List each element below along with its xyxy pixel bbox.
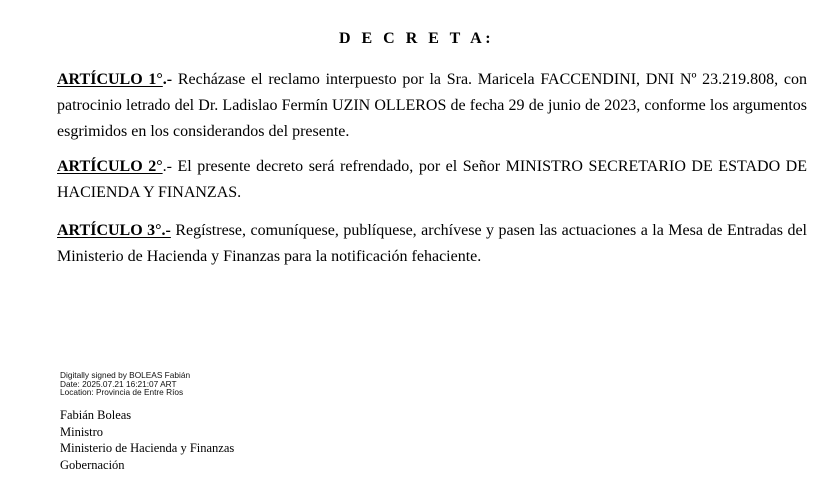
signatory-ministry: Ministerio de Hacienda y Finanzas (60, 441, 235, 456)
digital-signature-date: Date: 2025.07.21 16:21:07 ART (60, 378, 177, 389)
article-1-label-suffix: .- (162, 71, 173, 88)
article-2-text: El presente decreto será refrendado, por el Señor MINISTRO SECRETARIO DE ESTADO DE HACIENDA Y FINANZAS. (57, 158, 807, 201)
digital-signature-location: Location: Provincia de Entre Ríos (60, 387, 184, 398)
article-2-label-suffix: .- (162, 158, 172, 175)
digital-signature-signed-by: Digitally signed by BOLEAS Fabián (60, 370, 191, 380)
article-3-text: Regístrese, comuníquese, publíquese, archívese y pasen las actuaciones a la Mesa de Entradas del Ministerio de Hacienda y Finanzas para la notificación fehaciente. (57, 222, 807, 265)
article-1 (57, 67, 807, 145)
article-3-label: ARTÍCULO 3°.- (57, 222, 171, 239)
article-3 (57, 218, 807, 270)
article-1-text: Recházase el reclamo interpuesto por la Sra. Maricela FACCENDINI, DNI Nº 23.219.808, con patrocinio letrado del Dr. Ladislao Fermín UZIN OLLEROS de fecha 29 de junio de 2023, conforme los argumentos esgrimidos en los considerandos del presente. (57, 71, 807, 140)
signatory-details (60, 407, 360, 473)
decree-heading: D E C R E T A: (338, 30, 495, 47)
article-2-label: ARTÍCULO 2° (57, 158, 163, 175)
signature-block (60, 371, 360, 473)
article-1-label: ARTÍCULO 1° (57, 71, 163, 88)
signatory-role: Ministro (60, 424, 104, 439)
signatory-name: Fabián Boleas (60, 408, 132, 423)
digital-signature-stamp (60, 371, 360, 397)
article-2 (57, 154, 807, 206)
signatory-office: Gobernación (60, 457, 125, 472)
